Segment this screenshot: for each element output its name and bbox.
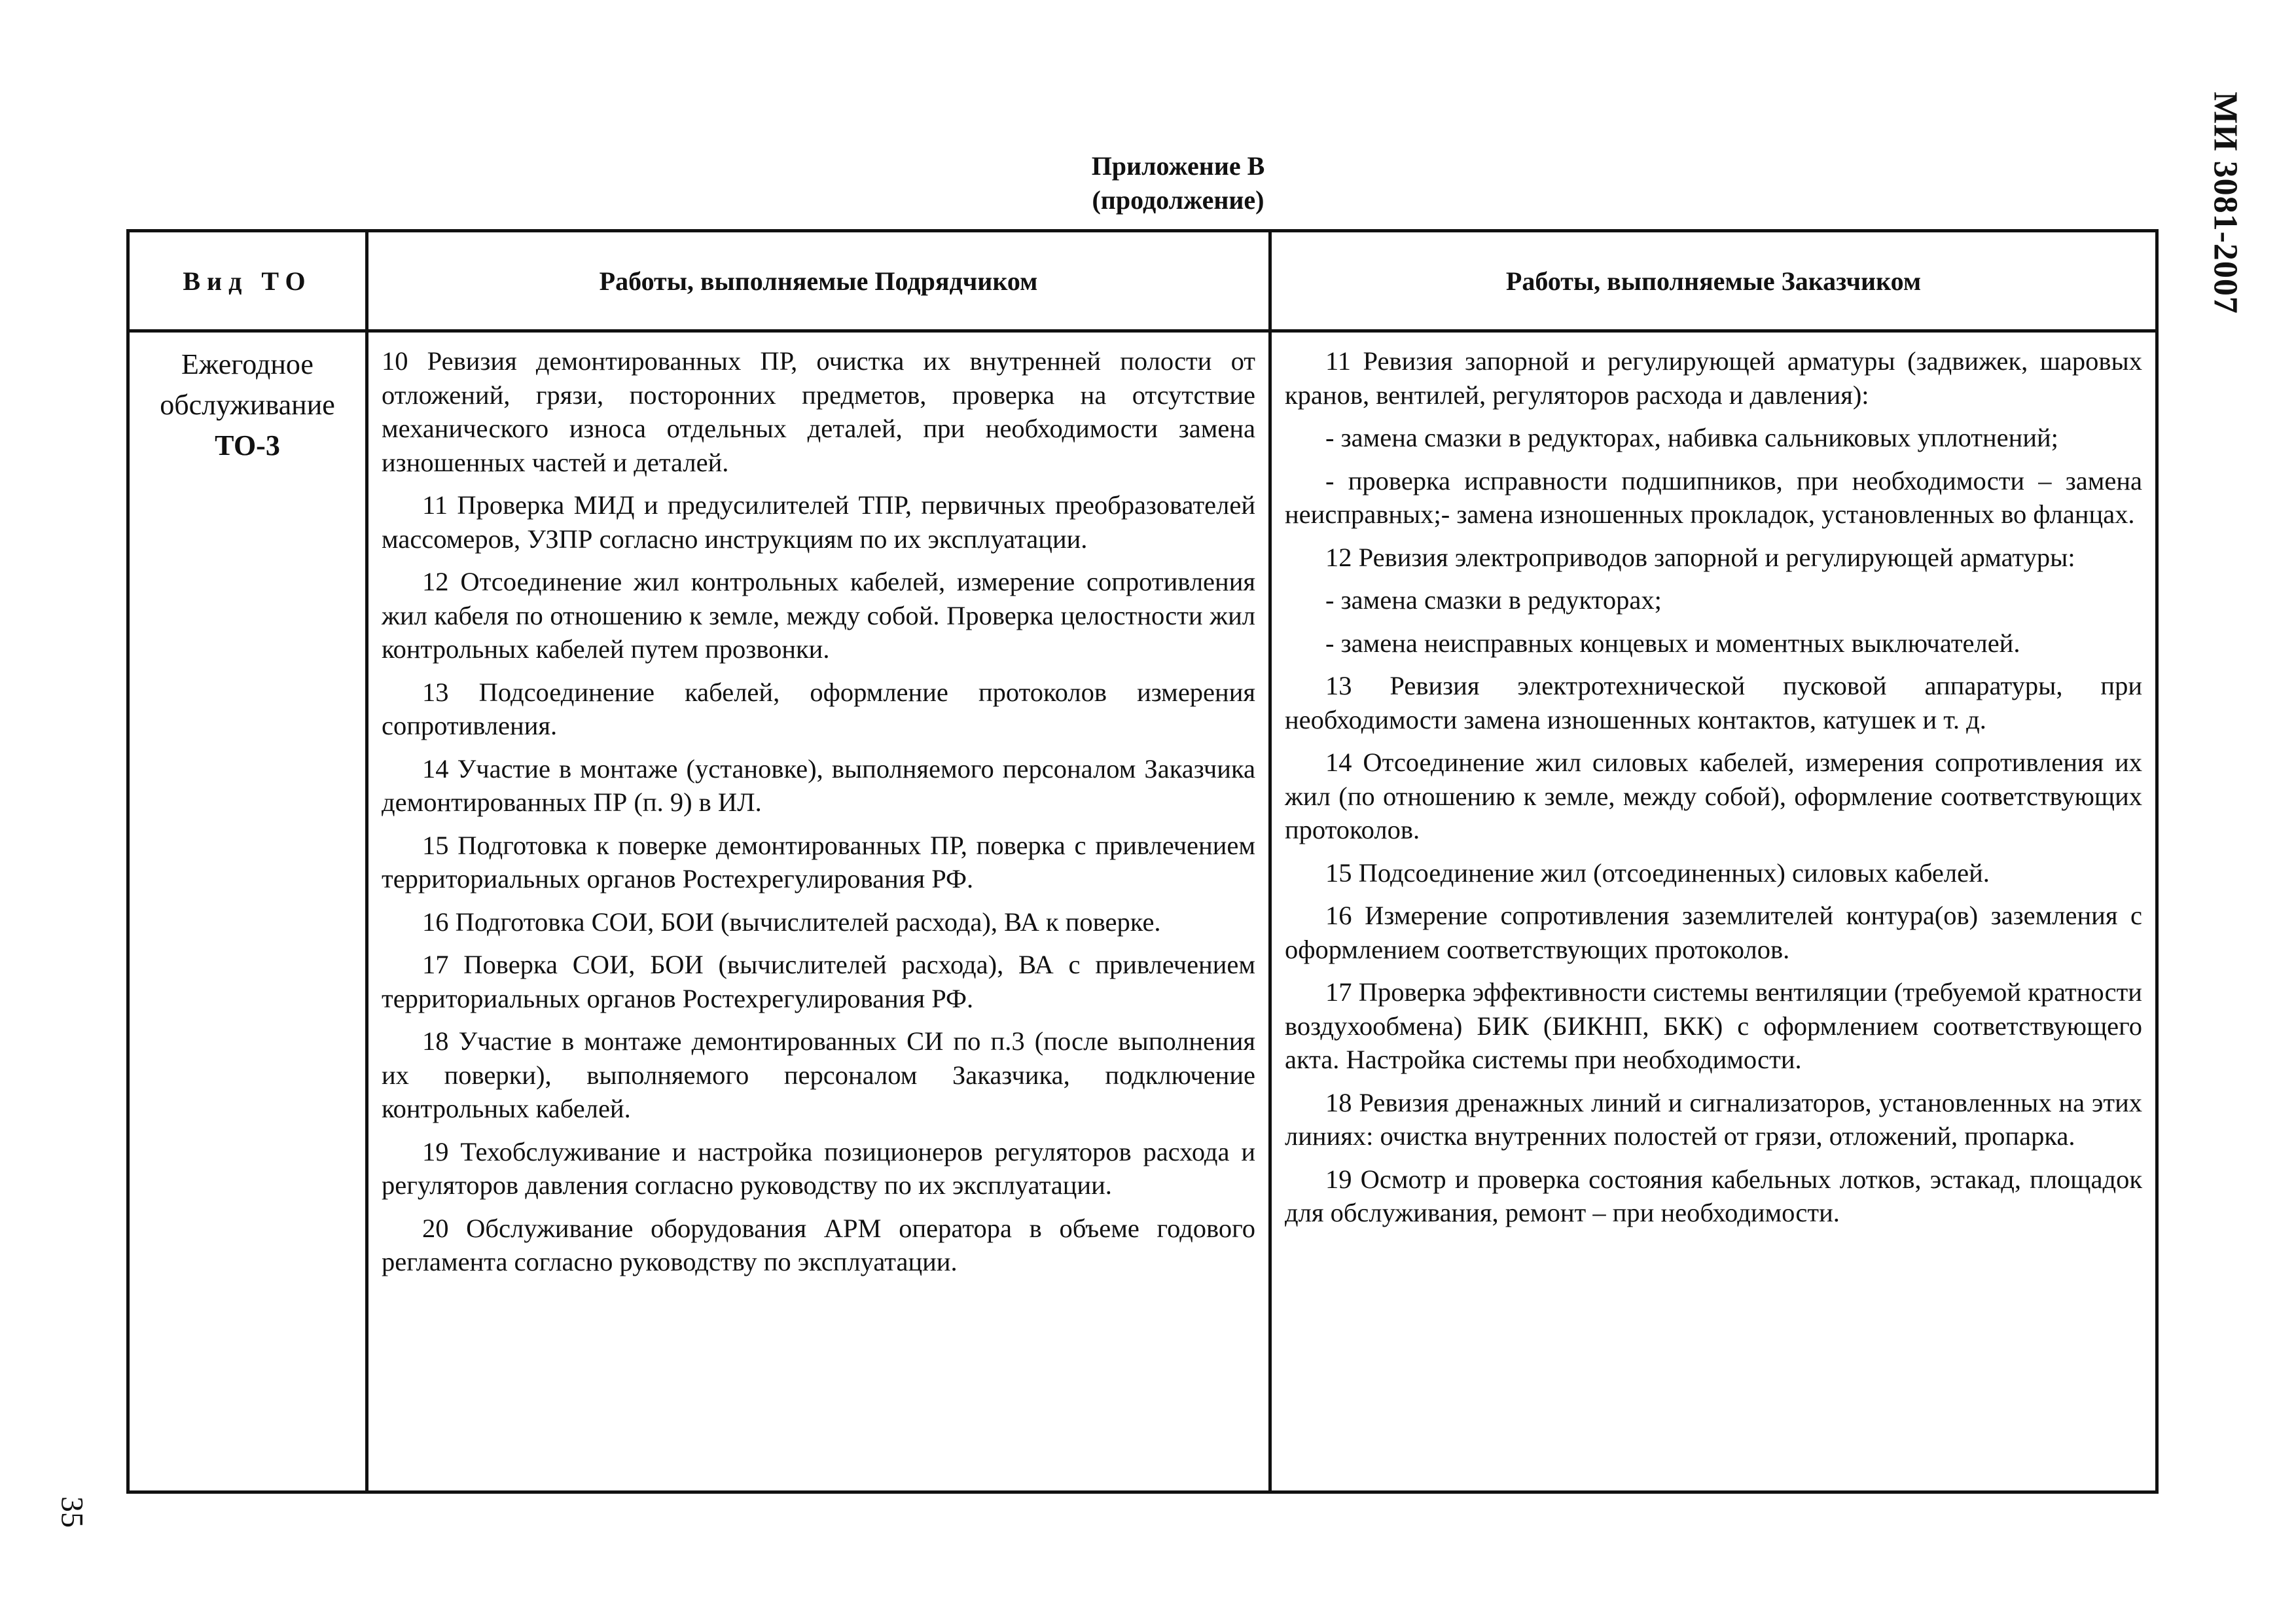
customer-item: - замена смазки в редукторах, набивка сальниковых уплотнений; (1325, 423, 2058, 452)
appendix-subtitle: (продолжение) (1092, 185, 1265, 215)
contractor-item: 18 Участие в монтаже демонтированных СИ по п.3 (после выполнения их поверки), выполняемого персоналом Заказчика, подключение контрольных кабелей. (382, 1026, 1255, 1123)
contractor-item: 20 Обслуживание оборудования АРМ оператора в объеме годового регламента согласно руководству по эксплуатации. (382, 1213, 1255, 1276)
contractor-works-cell (367, 331, 1270, 1492)
contractor-item: 13 Подсоединение кабелей, оформление протоколов измерения сопротивления. (382, 677, 1255, 740)
contractor-item: 12 Отсоединение жил контрольных кабелей, измерение сопротивления жил кабеля по отношению к земле, между собой. Проверка целостности жил контрольных кабелей путем прозвонки. (382, 567, 1255, 664)
customer-item: 15 Подсоединение жил (отсоединенных) силовых кабелей. (1325, 857, 1990, 888)
table-row (128, 331, 2157, 1492)
customer-item: 17 Проверка эффективности системы вентиляции (требуемой кратности воздухообмена) БИК (БИКНП, БКК) с оформлением соответствующего акта. Настройка системы при необходимости. (1285, 977, 2142, 1074)
maintenance-table (126, 229, 2159, 1494)
document-code-vertical (2186, 85, 2265, 321)
appendix-title: Приложение В (1091, 151, 1265, 181)
contractor-item: 19 Техобслуживание и настройка позиционеров регуляторов расхода и регуляторов давления согласно руководству по их эксплуатации. (382, 1136, 1255, 1200)
contractor-item: 14 Участие в монтаже (установке), выполняемого персоналом Заказчика демонтированных ПР (п. 9) в ИЛ. (382, 753, 1255, 817)
customer-item: 18 Ревизия дренажных линий и сигнализаторов, установленных на этих линиях: очистка внутренних полостей от грязи, отложений, пропарка. (1285, 1087, 2142, 1151)
customer-item: 14 Отсоединение жил силовых кабелей, измерения сопротивления их жил (по отношению к земле, между собой), оформление соответствующих протоколов. (1285, 748, 2142, 844)
customer-item: - замена смазки в редукторах; (1325, 585, 1662, 615)
customer-item: - проверка исправности подшипников, при необходимости – замена неисправных;- замена изношенных прокладок, установленных во фланцах. (1285, 465, 2142, 529)
maintenance-type-line2: обслуживание (160, 389, 335, 421)
customer-item: 19 Осмотр и проверка состояния кабельных лотков, эстакад, площадок для обслуживания, ремонт – при необходимости. (1285, 1164, 2142, 1227)
contractor-item: 11 Проверка МИД и предусилителей ТПР, первичных преобразователей массомеров, УЗПР согласно инструкциям по их эксплуатации. (382, 490, 1255, 554)
page-number (46, 1486, 98, 1538)
page-number-text: 35 (54, 1496, 90, 1528)
header-contractor: Работы, выполняемые Подрядчиком (367, 231, 1270, 331)
document-code-text: МИ 3081-2007 (2206, 92, 2244, 314)
maintenance-type-cell (128, 331, 367, 1492)
contractor-item: 10 Ревизия демонтированных ПР, очистка их внутренней полости от отложений, грязи, посторонних предметов, проверка на отсутствие механического износа отдельных деталей, при необходимости замена изношенных частей и деталей. (382, 346, 1255, 477)
contractor-item: 15 Подготовка к поверке демонтированных ПР, поверка с привлечением территориальных органов Ростехрегулирования РФ. (382, 830, 1255, 893)
customer-item: 16 Измерение сопротивления заземлителей контура(ов) заземления с оформлением соответствующих протоколов. (1285, 901, 2142, 964)
customer-item: 12 Ревизия электроприводов запорной и регулирующей арматуры: (1325, 542, 2075, 572)
customer-item: 13 Ревизия электротехнической пусковой аппаратуры, при необходимости замена изношенных контактов, катушек и т. д. (1285, 671, 2142, 734)
appendix-heading (720, 149, 1636, 217)
maintenance-type-code: ТО-3 (215, 429, 280, 461)
contractor-item: 17 Поверка СОИ, БОИ (вычислителей расхода), ВА с привлечением территориальных органов Ростехрегулирования РФ. (382, 950, 1255, 1013)
header-type: Вид ТО (128, 231, 367, 331)
maintenance-type-line1: Ежегодное (181, 348, 314, 380)
table-header-row (128, 231, 2157, 331)
contractor-item: 16 Подготовка СОИ, БОИ (вычислителей расхода), ВА к поверке. (422, 907, 1161, 937)
customer-item: 11 Ревизия запорной и регулирующей арматуры (задвижек, шаровых кранов, вентилей, регуляторов расхода и давления): (1285, 346, 2142, 410)
customer-item: - замена неисправных концевых и моментных выключателей. (1325, 628, 2020, 658)
customer-works-cell (1270, 331, 2157, 1492)
header-customer: Работы, выполняемые Заказчиком (1270, 231, 2157, 331)
